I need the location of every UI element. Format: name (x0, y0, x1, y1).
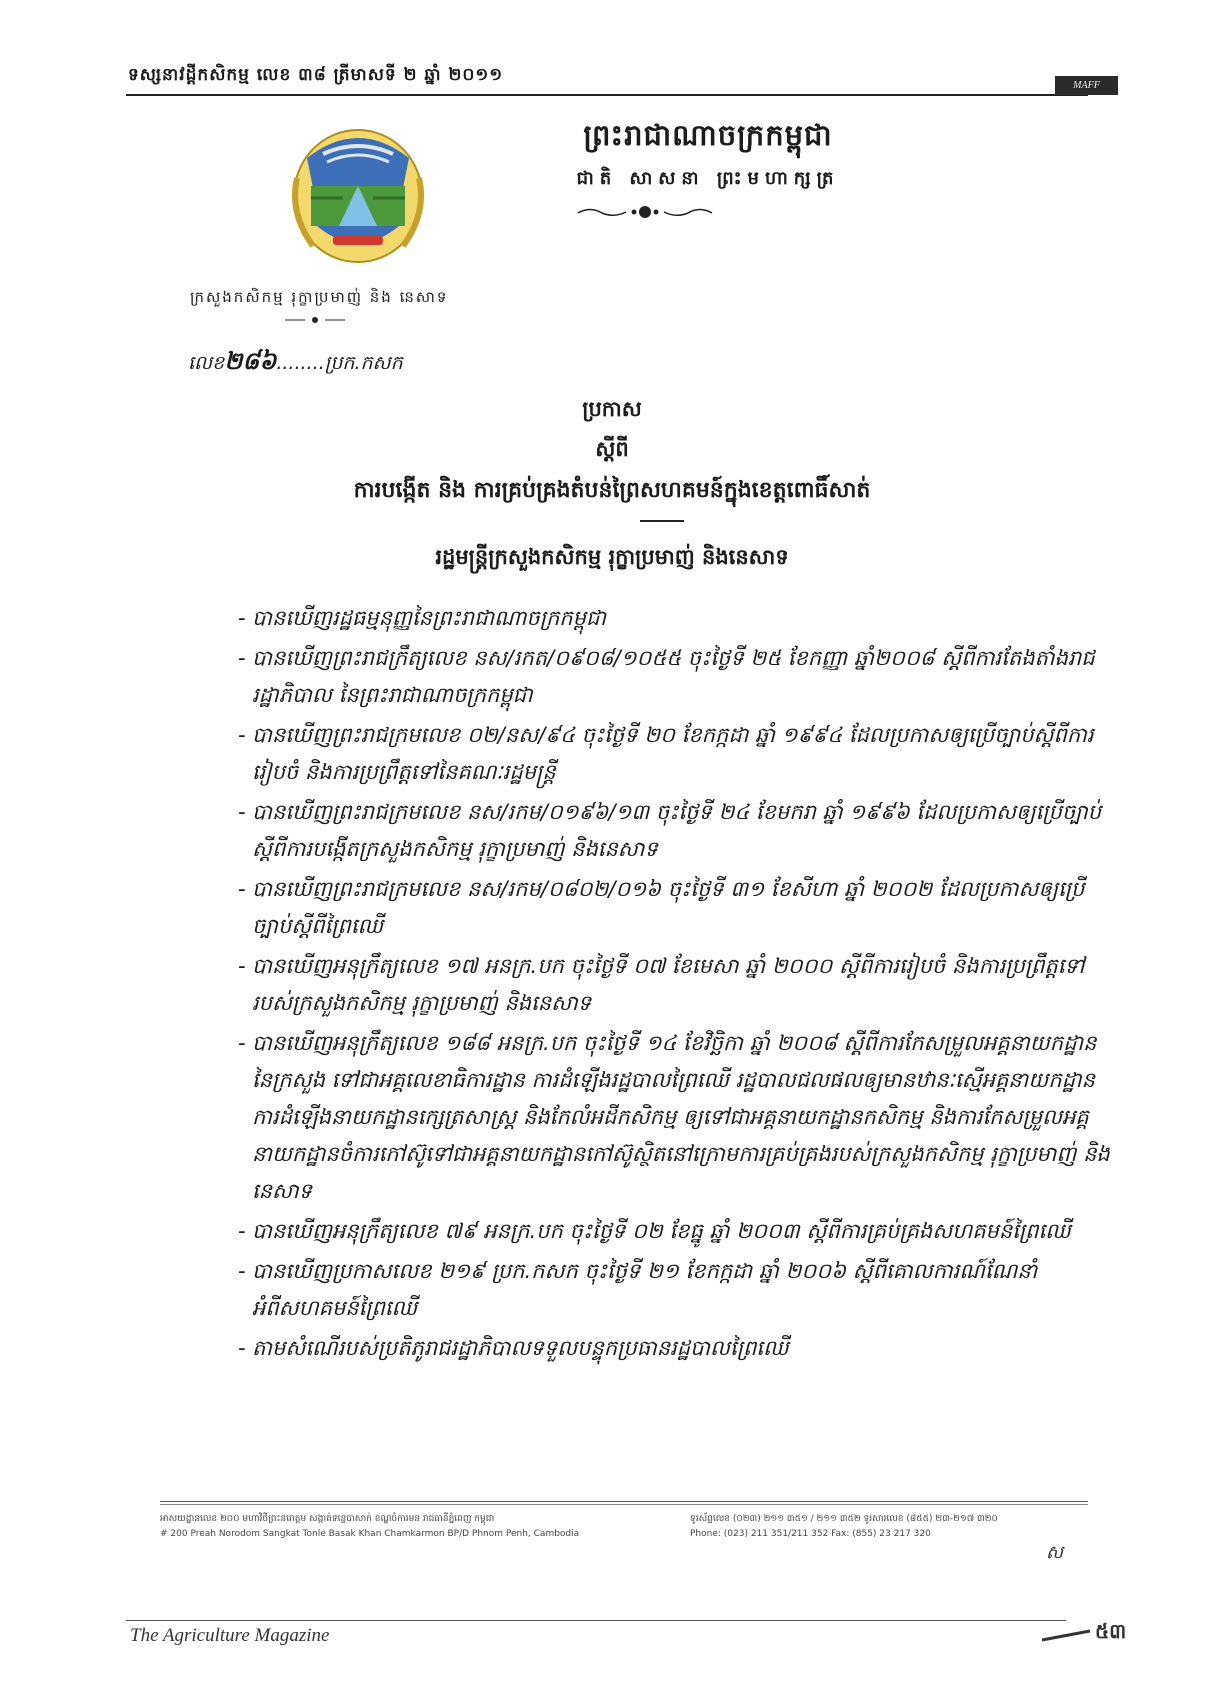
clause-text: បានឃើញព្រះរាជក្រឹត្យលេខ នស/រកត/០៩០៨/១០៥៥ ចុះថ្ងៃទី ២៥ ខែកញ្ញា ឆ្នាំ២០០៨ ស្តីពីការតែងតាំងរាជរដ្ឋាភិបាល នៃព្រះរាជាណាចក្រកម្ពុជា (252, 646, 1095, 707)
clause-item: - បានឃើញអនុក្រឹត្យលេខ ១៧ អនក្រ.បក ចុះថ្ងៃទី ០៧ ខែមេសា ឆ្នាំ ២០០០ ស្តីពីការរៀបចំ និងការប្រព្រឹត្តទៅរបស់ក្រសួងកសិកម្ម រុក្ខាប្រមាញ់ និងនេសាទ (238, 954, 1085, 1015)
small-ornament-icon (280, 315, 350, 325)
magazine-name: The Agriculture Magazine (130, 1625, 330, 1646)
page-number: ៥៣ (1095, 1619, 1127, 1643)
clause-item: - បានឃើញអនុក្រឹត្យលេខ ៧៩ អនក្រ.បក ចុះថ្ងៃទី ០២ ខែធ្នូ ឆ្នាំ ២០០៣ ស្តីពីការគ្រប់គ្រងសហគមន៍ព្រៃឈើ (238, 1219, 1071, 1243)
clause-item: - បានឃើញព្រះរាជក្រមលេខ ០២/នស/៩៤ ចុះថ្ងៃទី ២០ ខែកក្កដា ឆ្នាំ ១៩៩៤ ដែលប្រកាសឲ្យប្រើច្បាប់ស្តីពីការរៀបចំ និងការប្រព្រឹត្តទៅនៃគណៈរដ្ឋមន្ត្រី (238, 723, 1094, 784)
maff-logo: MAFF (1055, 76, 1118, 95)
footer-rule-secondary (160, 1504, 1088, 1505)
preamble-clauses (238, 600, 1110, 1370)
address-english: # 200 Preah Norodom Sangkat Tonle Basak Khan Chamkarmon BP/D Phnom Penh, Cambodia (160, 1529, 580, 1539)
subject-title: ការបង្កើត និង ការគ្រប់គ្រងតំបន់ព្រៃសហគមន៍ក្នុងខេត្តពោធិ៍សាត់ (353, 478, 871, 503)
clause-item: - បានឃើញប្រកាសលេខ ២១៩ ប្រក.កសក ចុះថ្ងៃទី ២១ ខែកក្កដា ឆ្នាំ ២០០៦ ស្តីពីគោលការណ៍ណែនាំអំពីសហគមន៍ព្រៃឈើ (238, 1259, 1038, 1320)
magazine-issue-header: ទស្សនាវដ្តីកសិកម្ម លេខ ៣៨ ត្រីមាសទី ២ ឆ្នាំ ២០១១ (128, 65, 504, 85)
clause-text: បានឃើញអនុក្រឹត្យលេខ ៧៩ អនក្រ.បក ចុះថ្ងៃទី ០២ ខែធ្នូ ឆ្នាំ ២០០៣ ស្តីពីការគ្រប់គ្រងសហគមន៍ព្រៃឈើ (252, 1219, 1071, 1243)
initial-signature: ស (1046, 1542, 1064, 1563)
ministry-emblem-icon (283, 118, 433, 268)
clause-text: បានឃើញព្រះរាជក្រមលេខ នស/រកម/០១៩៦/១៣ ចុះថ្ងៃទី ២៤ ខែមករា ឆ្នាំ ១៩៩៦ ដែលប្រកាសឲ្យប្រើច្បាប់ស្តីពីការបង្កើតក្រសួងកសិកម្ម រុក្ខាប្រមាញ់ និងនេសាទ (252, 800, 1102, 861)
clause-text: បានឃើញអនុក្រឹត្យលេខ ១៨៨ អនក្រ.បក ចុះថ្ងៃទី ១៤ ខែវិច្ឆិកា ឆ្នាំ ២០០៨ ស្តីពីការកែសម្រួលអគ្គនាយកដ្ឋាននៃក្រសួង ទៅជាអគ្គលេខាធិការដ្ឋាន ការដំឡើងរដ្ឋបាលព្រៃឈើ រដ្ឋបាលជលផលឲ្យមានឋានៈស្មើអគ្គនាយកដ្ឋាន ការដំឡើងនាយកដ្ឋានក្សេត្រសាស្ត្រ និងកែលំអដីកសិកម្ម ឲ្យទៅជាអគ្គនាយកដ្ឋានកសិកម្ម និងការកែសម្រួលអគ្គនាយកដ្ឋានចំការកៅស៊ូទៅជាអគ្គនាយកដ្ឋានកៅស៊ូស្ថិតនៅក្រោមការគ្រប់គ្រងរបស់ក្រសួងកសិកម្ម រុក្ខាប្រមាញ់ និងនេសាទ (252, 1031, 1110, 1203)
clause-text: បានឃើញប្រកាសលេខ ២១៩ ប្រក.កសក ចុះថ្ងៃទី ២១ ខែកក្កដា ឆ្នាំ ២០០៦ ស្តីពីគោលការណ៍ណែនាំអំពីសហគមន៍ព្រៃឈើ (252, 1259, 1038, 1320)
number-prefix: លេខ (188, 352, 225, 374)
clause-text: បានឃើញអនុក្រឹត្យលេខ ១៧ អនក្រ.បក ចុះថ្ងៃទី ០៧ ខែមេសា ឆ្នាំ ២០០០ ស្តីពីការរៀបចំ និងការប្រព្រឹត្តទៅរបស់ក្រសួងកសិកម្ម រុក្ខាប្រមាញ់ និងនេសាទ (252, 954, 1085, 1015)
clause-text: បានឃើញព្រះរាជក្រមលេខ ០២/នស/៩៤ ចុះថ្ងៃទី ២០ ខែកក្កដា ឆ្នាំ ១៩៩៤ ដែលប្រកាសឲ្យប្រើច្បាប់ស្តីពីការរៀបចំ និងការប្រព្រឹត្តទៅនៃគណៈរដ្ឋមន្ត្រី (252, 723, 1094, 784)
phone-english: Phone: (023) 211 351/211 352 Fax: (855) 23 217 320 (690, 1529, 931, 1539)
header-rule (126, 94, 1088, 96)
clause-item: - បានឃើញព្រះរាជក្រមលេខ នស/រកម/០១៩៦/១៣ ចុះថ្ងៃទី ២៤ ខែមករា ឆ្នាំ ១៩៩៦ ដែលប្រកាសឲ្យប្រើច្បាប់ស្តីពីការបង្កើតក្រសួងកសិកម្ម រុក្ខាប្រមាញ់ និងនេសាទ (238, 800, 1102, 861)
ministry-name: ក្រសួងកសិកម្ម រុក្ខាប្រមាញ់ និង នេសាទ (190, 288, 449, 306)
kingdom-title: ព្រះរាជាណាចក្រកម្ពុជា (583, 118, 833, 152)
phone-khmer: ទូរស័ព្ទលេខ (០២៣) ២១១ ៣៥១ / ២១១ ៣៥២ ទូរសារលេខ (៨៥៥) ២៣-២១៧ ៣២០ (690, 1514, 998, 1524)
clause-item: - បានឃើញអនុក្រឹត្យលេខ ១៨៨ អនក្រ.បក ចុះថ្ងៃទី ១៤ ខែវិច្ឆិកា ឆ្នាំ ២០០៨ ស្តីពីការកែសម្រួលអគ្គនាយកដ្ឋាននៃក្រសួង ទៅជាអគ្គលេខាធិការដ្ឋាន ការដំឡើងរដ្ឋបាលព្រៃឈើ រដ្ឋបាលជលផលឲ្យមានឋានៈស្មើអគ្គនាយកដ្ឋាន ការដំឡើងនាយកដ្ឋានក្សេត្រសាស្ត្រ និងកែលំអដីកសិកម្ម ឲ្យទៅជាអគ្គនាយកដ្ឋានកសិកម្ម និងការកែសម្រួលអគ្គនាយកដ្ឋានចំការកៅស៊ូទៅជាអគ្គនាយកដ្ឋានកៅស៊ូស្ថិតនៅក្រោមការគ្រប់គ្រងរបស់ក្រសួងកសិកម្ម រុក្ខាប្រមាញ់ និងនេសាទ (238, 1031, 1110, 1203)
number-value: ២៨៦ (224, 346, 277, 375)
footer-rule (160, 1501, 1088, 1502)
minister-title: រដ្ឋមន្ត្រីក្រសួងកសិកម្ម រុក្ខាប្រមាញ់ និងនេសាទ (435, 545, 789, 569)
document-number (188, 346, 403, 381)
national-motto: ជាតិ សាសនា ព្រះមហាក្សត្រ (576, 168, 840, 189)
ornament-divider-icon (570, 204, 720, 220)
clause-item: - តាមសំណើរបស់ប្រតិភូរាជរដ្ឋាភិបាលទទួលបន្ទុកប្រធានរដ្ឋបាលព្រៃឈើ (238, 1336, 789, 1360)
clause-text: បានឃើញរដ្ឋធម្មនុញ្ញនៃព្រះរាជាណាចក្រកម្ពុជា (252, 606, 606, 630)
clause-item: - បានឃើញព្រះរាជក្រមលេខ នស/រកម/០៨០២/០១៦ ចុះថ្ងៃទី ៣១ ខែសីហា ឆ្នាំ ២០០២ ដែលប្រកាសឲ្យប្រើច្បាប់ស្តីពីព្រៃឈើ (238, 877, 1085, 938)
clause-item: - បានឃើញរដ្ឋធម្មនុញ្ញនៃព្រះរាជាណាចក្រកម្ពុជា (238, 606, 606, 630)
footer-address (160, 1512, 660, 1542)
bottom-rule (126, 1620, 1066, 1621)
clause-item: - បានឃើញព្រះរាជក្រឹត្យលេខ នស/រកត/០៩០៨/១០៥៥ ចុះថ្ងៃទី ២៥ ខែកញ្ញា ឆ្នាំ២០០៨ ស្តីពីការតែងតាំងរាជរដ្ឋាភិបាល នៃព្រះរាជាណាចក្រកម្ពុជា (238, 646, 1095, 707)
clause-text: បានឃើញព្រះរាជក្រមលេខ នស/រកម/០៨០២/០១៦ ចុះថ្ងៃទី ៣១ ខែសីហា ឆ្នាំ ២០០២ ដែលប្រកាសឲ្យប្រើច្បាប់ស្តីពីព្រៃឈើ (252, 877, 1085, 938)
number-suffix: ........ប្រក.កសក (276, 352, 403, 374)
clause-text: តាមសំណើរបស់ប្រតិភូរាជរដ្ឋាភិបាលទទួលបន្ទុកប្រធានរដ្ឋបាលព្រៃឈើ (252, 1336, 789, 1360)
page-arrow-icon (1040, 1628, 1095, 1642)
subject-label: ស្តីពី (595, 437, 629, 461)
title-divider (640, 520, 684, 522)
address-khmer: អាសយដ្ឋានលេខ ២០០ មហាវិថីព្រះនរោត្តម សង្កាត់ទន្លេបាសាក់ ខណ្ឌចំការមន រាជធានីភ្នំពេញ កម្ពុជា (160, 1514, 495, 1524)
footer-contact (690, 1512, 1090, 1542)
document-type-title: ប្រកាស (582, 397, 642, 421)
